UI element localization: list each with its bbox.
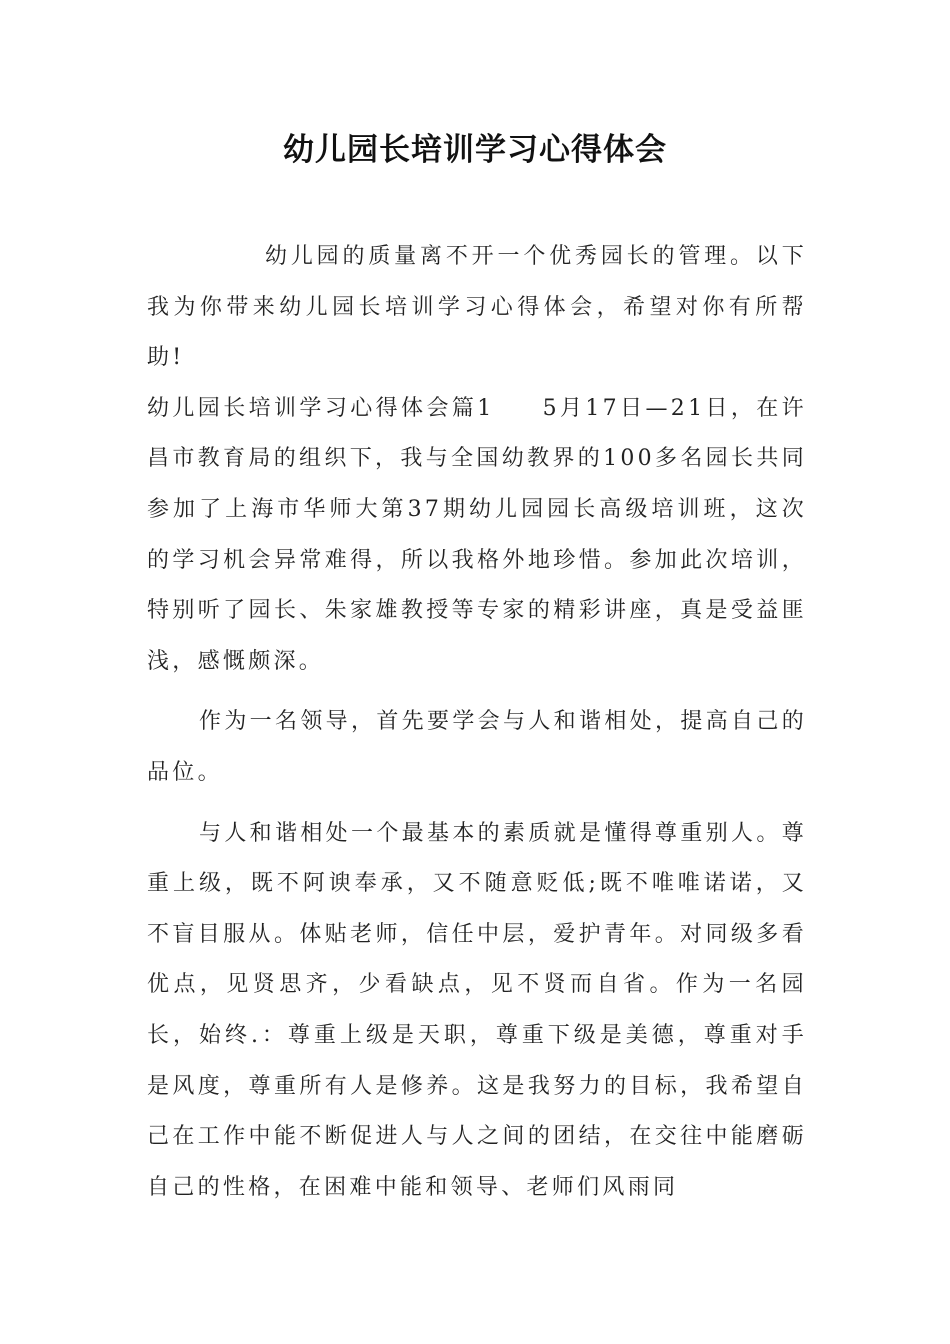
- document-body: [147, 232, 807, 1213]
- body-paragraph-2: 与人和谐相处一个最基本的素质就是懂得尊重别人。尊重上级，既不阿谀奉承，又不随意贬低;既不唯唯诺诺，又不盲目服从。体贴老师，信任中层，爱护青年。对同级多看优点，见贤思齐，少看缺点，见不贤而自省。作为一名园长，始终.：尊重上级是天职，尊重下级是美德，尊重对手是风度，尊重所有人是修养。这是我努力的目标，我希望自己在工作中能不断促进人与人之间的团结，在交往中能磨砺自己的性格，在困难中能和领导、老师们风雨同: [147, 820, 807, 1200]
- section-paragraph: [147, 384, 807, 688]
- body-paragraph-1: 作为一名领导，首先要学会与人和谐相处，提高自己的品位。: [147, 709, 807, 785]
- section-first-paragraph: 5月17日—21日，在许昌市教育局的组织下，我与全国幼教界的100多名园长共同参加了上海市华师大第37期幼儿园园长高级培训班，这次的学习机会异常难得，所以我格外地珍惜。参加此次培训，特别听了园长、朱家雄教授等专家的精彩讲座，真是受益匪浅，感慨颇深。: [147, 395, 807, 674]
- section-heading: 幼儿园长培训学习心得体会篇1: [147, 395, 495, 421]
- document-title: 幼儿园长培训学习心得体会: [283, 132, 667, 168]
- intro-paragraph: 幼儿园的质量离不开一个优秀园长的管理。以下我为你带来幼儿园长培训学习心得体会，希望对你有所帮助!: [147, 244, 807, 371]
